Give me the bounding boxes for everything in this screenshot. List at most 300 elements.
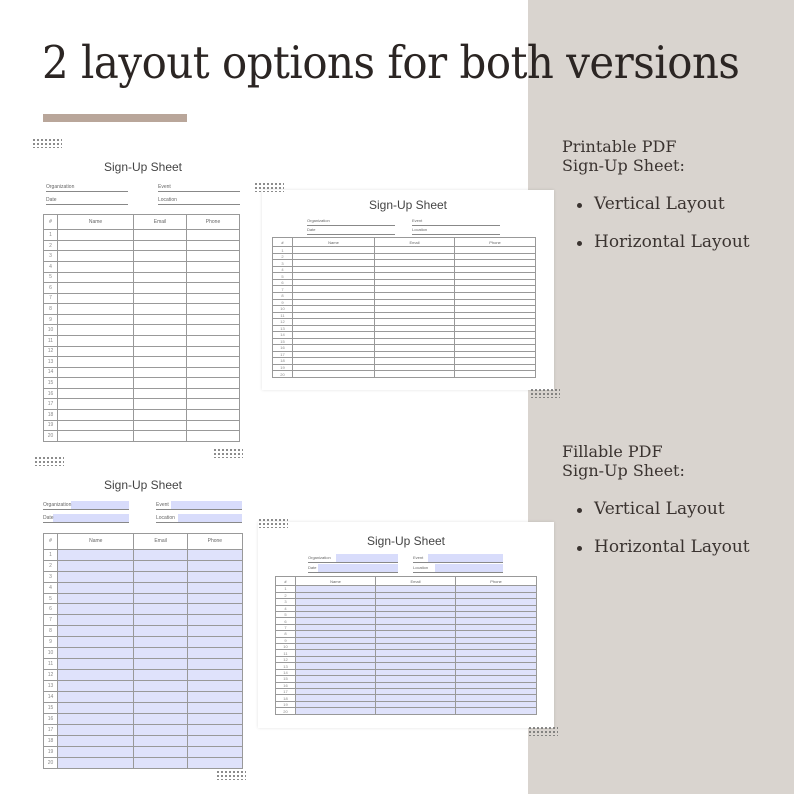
column-header: Phone [187, 534, 242, 550]
printable-vertical-sheet [38, 152, 248, 448]
phone-cell[interactable] [187, 549, 242, 560]
email-cell [134, 367, 187, 378]
phone-cell [187, 261, 240, 272]
date-field[interactable] [43, 515, 129, 523]
name-cell[interactable] [58, 735, 134, 746]
phone-cell [187, 304, 240, 315]
email-cell[interactable] [134, 582, 187, 593]
row-number: 6 [44, 604, 58, 615]
organization-field [307, 218, 395, 226]
row-number: 18 [273, 358, 293, 365]
row-number: 20 [276, 708, 296, 715]
decorative-dots [528, 726, 558, 736]
name-cell[interactable] [58, 692, 134, 703]
table-row [44, 420, 240, 431]
name-cell [58, 325, 134, 336]
event-field[interactable] [156, 502, 242, 510]
row-number: 5 [44, 272, 58, 283]
row-number: 5 [273, 273, 293, 280]
name-cell [58, 251, 134, 262]
row-number: 14 [273, 332, 293, 339]
row-number: 15 [276, 676, 296, 682]
phone-cell[interactable] [187, 714, 242, 725]
row-number: 19 [273, 364, 293, 371]
table-row [44, 724, 243, 735]
phone-cell [187, 314, 240, 325]
phone-cell [187, 378, 240, 389]
phone-cell [187, 357, 240, 368]
phone-cell[interactable] [187, 724, 242, 735]
table-row [44, 637, 243, 648]
column-header: Email [376, 577, 456, 586]
name-cell[interactable] [58, 593, 134, 604]
event-label: Event [413, 555, 424, 560]
row-number: 8 [44, 304, 58, 315]
email-cell[interactable] [134, 571, 187, 582]
signup-table [43, 214, 240, 442]
email-cell [134, 357, 187, 368]
name-cell[interactable] [58, 549, 134, 560]
email-cell[interactable] [134, 626, 187, 637]
email-cell[interactable] [134, 735, 187, 746]
email-cell [134, 420, 187, 431]
name-cell [58, 367, 134, 378]
phone-cell[interactable] [187, 735, 242, 746]
email-cell[interactable] [134, 648, 187, 659]
column-header: Name [296, 577, 376, 586]
row-number: 11 [276, 650, 296, 656]
row-number: 8 [44, 626, 58, 637]
table-row [44, 757, 243, 768]
fillable-vertical-sheet [38, 470, 248, 774]
organization-field[interactable] [308, 555, 398, 563]
decorative-dots [530, 388, 560, 398]
column-header: Name [58, 534, 134, 550]
email-cell [134, 346, 187, 357]
table-row [44, 670, 243, 681]
organization-label: Organization [43, 502, 72, 508]
email-cell [134, 325, 187, 336]
name-cell[interactable] [58, 670, 134, 681]
name-cell[interactable] [58, 571, 134, 582]
row-number: 4 [273, 266, 293, 273]
row-number: 5 [276, 611, 296, 617]
phone-cell[interactable] [456, 708, 537, 715]
phone-cell [187, 251, 240, 262]
date-label: Date [46, 197, 57, 203]
email-cell[interactable] [134, 746, 187, 757]
email-cell [134, 399, 187, 410]
table-row [44, 240, 240, 251]
row-number: 3 [276, 599, 296, 605]
email-cell[interactable] [134, 659, 187, 670]
row-number: 12 [276, 656, 296, 662]
row-number: 6 [273, 279, 293, 286]
date-input[interactable] [53, 514, 129, 522]
email-cell [375, 371, 455, 378]
name-cell[interactable] [58, 626, 134, 637]
row-number: 6 [276, 618, 296, 624]
name-cell[interactable] [58, 714, 134, 725]
organization-label: Organization [307, 218, 330, 223]
phone-cell [187, 283, 240, 294]
row-number: 1 [276, 586, 296, 592]
email-cell[interactable] [134, 714, 187, 725]
phone-cell[interactable] [187, 571, 242, 582]
column-header: # [44, 534, 58, 550]
table-row [44, 703, 243, 714]
row-number: 7 [273, 286, 293, 293]
column-header: Name [293, 238, 375, 247]
name-cell [58, 399, 134, 410]
column-header: Email [134, 215, 187, 230]
name-cell [58, 346, 134, 357]
row-number: 20 [44, 757, 58, 768]
table-row [44, 367, 240, 378]
phone-cell[interactable] [187, 703, 242, 714]
phone-cell[interactable] [187, 582, 242, 593]
name-cell[interactable] [58, 681, 134, 692]
column-header: Phone [456, 577, 537, 586]
phone-cell [187, 230, 240, 241]
table-row [44, 582, 243, 593]
decorative-dots [34, 456, 64, 466]
organization-input[interactable] [71, 501, 129, 509]
row-number: 3 [44, 251, 58, 262]
printable-bullet-vertical: Vertical Layout [562, 195, 750, 214]
row-number: 13 [273, 325, 293, 332]
table-row [44, 735, 243, 746]
printable-section [562, 137, 750, 271]
row-number: 7 [276, 624, 296, 630]
row-number: 10 [44, 648, 58, 659]
email-cell[interactable] [134, 670, 187, 681]
row-number: 9 [273, 299, 293, 306]
headline: 2 layout options for both versions [42, 36, 740, 89]
name-cell[interactable] [58, 604, 134, 615]
fillable-horizontal-sheet [258, 522, 554, 728]
row-number: 19 [276, 701, 296, 707]
decorative-dots [213, 448, 243, 458]
organization-field[interactable] [43, 502, 129, 510]
table-row [44, 615, 243, 626]
row-number: 18 [276, 695, 296, 701]
table-row [44, 659, 243, 670]
table-row [44, 399, 240, 410]
organization-label: Organization [308, 555, 331, 560]
phone-cell [187, 240, 240, 251]
phone-cell [187, 335, 240, 346]
row-number: 7 [44, 293, 58, 304]
table-header-row [44, 534, 243, 550]
right-panel [528, 0, 794, 794]
sheet-title: Sign-Up Sheet [368, 198, 448, 212]
phone-cell [187, 420, 240, 431]
row-number: 15 [273, 338, 293, 345]
row-number: 20 [273, 371, 293, 378]
row-number: 17 [273, 351, 293, 358]
table-row [44, 549, 243, 560]
row-number: 3 [44, 571, 58, 582]
name-cell[interactable] [58, 724, 134, 735]
organization-field [46, 184, 128, 192]
decorative-dots [32, 138, 62, 148]
name-cell [58, 314, 134, 325]
row-number: 18 [44, 735, 58, 746]
row-number: 20 [44, 431, 58, 442]
name-cell [58, 378, 134, 389]
email-cell [134, 431, 187, 442]
phone-cell[interactable] [187, 593, 242, 604]
phone-cell [455, 371, 536, 378]
date-input[interactable] [318, 564, 398, 572]
row-number: 10 [273, 306, 293, 313]
printable-heading-line1: Printable PDF [562, 137, 677, 156]
email-cell [134, 388, 187, 399]
row-number: 16 [273, 345, 293, 352]
phone-cell [187, 388, 240, 399]
table-header-row [273, 238, 536, 247]
signup-table [43, 533, 243, 769]
name-cell [58, 388, 134, 399]
row-number: 19 [44, 420, 58, 431]
email-cell[interactable] [134, 615, 187, 626]
email-cell[interactable] [134, 593, 187, 604]
row-number: 16 [44, 714, 58, 725]
phone-cell[interactable] [187, 604, 242, 615]
location-label: Location [413, 565, 429, 570]
date-field [307, 227, 395, 235]
column-header: Email [134, 534, 187, 550]
row-number: 17 [276, 689, 296, 695]
email-cell [134, 410, 187, 421]
printable-horizontal-sheet [262, 190, 554, 390]
phone-cell[interactable] [187, 637, 242, 648]
decorative-dots [254, 182, 284, 192]
row-number: 6 [44, 283, 58, 294]
row-number: 3 [273, 260, 293, 267]
table-row [44, 230, 240, 241]
table-row [44, 304, 240, 315]
phone-cell[interactable] [187, 615, 242, 626]
decorative-dots [258, 518, 288, 528]
phone-cell [187, 431, 240, 442]
email-cell [134, 304, 187, 315]
row-number: 14 [276, 669, 296, 675]
email-cell[interactable] [134, 549, 187, 560]
row-number: 11 [44, 659, 58, 670]
table-row [44, 261, 240, 272]
phone-cell[interactable] [187, 692, 242, 703]
location-field[interactable] [413, 565, 503, 573]
email-cell[interactable] [134, 692, 187, 703]
table-row [44, 272, 240, 283]
column-header: # [44, 215, 58, 230]
date-label: Date [43, 515, 54, 521]
location-field [158, 197, 240, 205]
table-row [44, 560, 243, 571]
email-cell[interactable] [134, 724, 187, 735]
phone-cell[interactable] [187, 681, 242, 692]
sheet-title: Sign-Up Sheet [103, 160, 183, 174]
organization-label: Organization [46, 184, 75, 190]
name-cell [58, 304, 134, 315]
name-cell [58, 272, 134, 283]
name-cell[interactable] [58, 757, 134, 768]
event-field [158, 184, 240, 192]
row-number: 2 [44, 240, 58, 251]
table-row [44, 626, 243, 637]
location-field [412, 227, 500, 235]
name-cell [58, 431, 134, 442]
name-cell[interactable] [58, 746, 134, 757]
name-cell [58, 293, 134, 304]
table-row [276, 708, 537, 715]
fillable-section [562, 442, 750, 576]
phone-cell[interactable] [187, 670, 242, 681]
sheet-title: Sign-Up Sheet [103, 478, 183, 492]
table-row [44, 388, 240, 399]
name-cell[interactable] [58, 703, 134, 714]
location-label: Location [156, 515, 175, 521]
signup-table [272, 237, 536, 378]
email-cell [134, 251, 187, 262]
email-cell [134, 283, 187, 294]
name-cell[interactable] [296, 708, 376, 715]
name-cell [58, 283, 134, 294]
event-field[interactable] [413, 555, 503, 563]
row-number: 2 [276, 592, 296, 598]
email-cell[interactable] [134, 703, 187, 714]
email-cell[interactable] [134, 681, 187, 692]
email-cell[interactable] [134, 560, 187, 571]
printable-heading-line2: Sign-Up Sheet: [562, 156, 685, 175]
row-number: 13 [44, 681, 58, 692]
name-cell[interactable] [58, 637, 134, 648]
row-number: 15 [44, 703, 58, 714]
name-cell[interactable] [58, 560, 134, 571]
table-row [44, 410, 240, 421]
fillable-bullet-horizontal: Horizontal Layout [562, 538, 750, 557]
row-number: 14 [44, 367, 58, 378]
column-header: Name [58, 215, 134, 230]
name-cell [58, 420, 134, 431]
fillable-heading-line1: Fillable PDF [562, 442, 663, 461]
name-cell[interactable] [58, 659, 134, 670]
email-cell [134, 314, 187, 325]
event-input[interactable] [428, 554, 503, 562]
table-row [44, 293, 240, 304]
event-label: Event [412, 218, 423, 223]
row-number: 9 [276, 637, 296, 643]
table-header-row [276, 577, 537, 586]
row-number: 1 [44, 549, 58, 560]
fillable-heading-line2: Sign-Up Sheet: [562, 461, 685, 480]
name-cell [293, 371, 375, 378]
row-number: 13 [44, 357, 58, 368]
phone-cell[interactable] [187, 746, 242, 757]
row-number: 8 [273, 293, 293, 300]
event-label: Event [158, 184, 171, 190]
location-field[interactable] [156, 515, 242, 523]
row-number: 2 [44, 560, 58, 571]
table-row [44, 648, 243, 659]
location-input[interactable] [435, 564, 503, 572]
table-row [44, 346, 240, 357]
column-header: Email [375, 238, 455, 247]
phone-cell[interactable] [187, 659, 242, 670]
email-cell [134, 261, 187, 272]
table-row [44, 378, 240, 389]
row-number: 5 [44, 593, 58, 604]
phone-cell[interactable] [187, 757, 242, 768]
phone-cell[interactable] [187, 648, 242, 659]
row-number: 4 [276, 605, 296, 611]
email-cell[interactable] [376, 708, 456, 715]
name-cell [58, 357, 134, 368]
event-input[interactable] [171, 501, 242, 509]
accent-bar [43, 114, 187, 122]
fillable-bullet-vertical: Vertical Layout [562, 500, 750, 519]
event-label: Event [156, 502, 169, 508]
table-row [44, 431, 240, 442]
name-cell[interactable] [58, 648, 134, 659]
row-number: 11 [273, 312, 293, 319]
date-field[interactable] [308, 565, 398, 573]
printable-bullet-horizontal: Horizontal Layout [562, 233, 750, 252]
table-row [44, 251, 240, 262]
name-cell[interactable] [58, 582, 134, 593]
table-row [44, 593, 243, 604]
date-label: Date [308, 565, 317, 570]
phone-cell[interactable] [187, 626, 242, 637]
organization-input[interactable] [336, 554, 398, 562]
phone-cell [187, 410, 240, 421]
row-number: 9 [44, 314, 58, 325]
date-field [46, 197, 128, 205]
column-header: # [276, 577, 296, 586]
row-number: 19 [44, 746, 58, 757]
row-number: 11 [44, 335, 58, 346]
column-header: Phone [187, 215, 240, 230]
table-row [44, 571, 243, 582]
row-number: 4 [44, 582, 58, 593]
location-label: Location [158, 197, 177, 203]
table-header-row [44, 215, 240, 230]
name-cell[interactable] [58, 615, 134, 626]
date-label: Date [307, 227, 316, 232]
name-cell [58, 240, 134, 251]
name-cell [58, 410, 134, 421]
table-row [44, 314, 240, 325]
table-row [44, 357, 240, 368]
decorative-dots [216, 770, 246, 780]
email-cell [134, 293, 187, 304]
phone-cell[interactable] [187, 560, 242, 571]
table-row [44, 335, 240, 346]
table-row [44, 714, 243, 725]
email-cell[interactable] [134, 637, 187, 648]
phone-cell [187, 346, 240, 357]
row-number: 1 [273, 247, 293, 254]
location-input[interactable] [178, 514, 242, 522]
row-number: 17 [44, 724, 58, 735]
email-cell[interactable] [134, 757, 187, 768]
row-number: 10 [276, 644, 296, 650]
name-cell [58, 261, 134, 272]
column-header: # [273, 238, 293, 247]
email-cell[interactable] [134, 604, 187, 615]
